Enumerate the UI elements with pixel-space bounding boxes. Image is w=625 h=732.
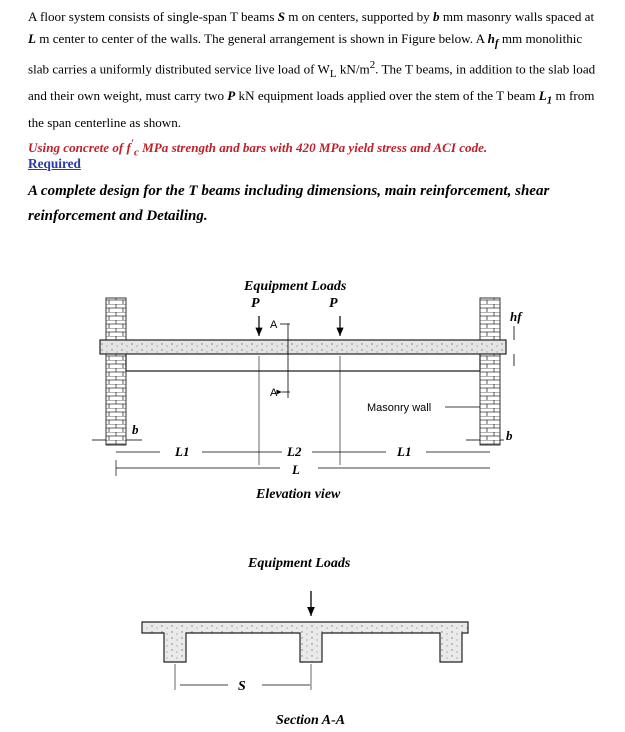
t-beam (100, 340, 506, 354)
l1-left-label: L1 (175, 444, 190, 459)
section-mark-top: A (270, 319, 278, 331)
masonry-wall-label: Masonry wall (367, 402, 432, 414)
load-p-right: P (329, 296, 338, 311)
l1-right-label: L1 (397, 444, 412, 459)
b-right-label: b (506, 428, 513, 443)
spacing-s-label: S (238, 679, 246, 694)
masonry-wall-right (480, 298, 500, 445)
task-statement: A complete design for the T beams including dimensions, main reinforcement, shear reinforcement and Detailing. (28, 183, 550, 224)
masonry-wall-left (106, 298, 126, 445)
equipment-loads-title: Equipment Loads (244, 279, 347, 294)
l2-label: L2 (287, 444, 302, 459)
required-heading: Required (28, 156, 81, 171)
section-equipment-loads-title: Equipment Loads (248, 556, 351, 571)
t-beam-section (142, 622, 468, 662)
hf-label: hf (510, 309, 522, 324)
elevation-caption: Elevation view (256, 487, 341, 502)
l-label: L (292, 462, 300, 477)
b-left-label: b (132, 422, 139, 437)
section-caption: Section A-A (276, 713, 346, 728)
load-p-left: P (251, 296, 260, 311)
problem-statement: A floor system consists of single-span T beams S m on centers, supported by b mm masonry walls spaced at L m center to center of the walls. The general arrangement is shown in Figure below. A $h_f$ mm monolithic slab carries a uniformly distributed service live load of $W_L$ $kN/m^2$. The T beams, in addition to the slab load and their own weight, must carry two P kN equipment loads applied over the stem of the T beam $L_1$ m from the span centerline as shown. Using concrete of $f'_c$ MPa strength and bars with 420 MPa yield stress and ACI code. (28, 9, 596, 159)
section-diagram (0, 548, 625, 732)
concrete-spec: Using concrete of $f'_c$ MPa strength and bars with 420 MPa yield stress and ACI code. (28, 137, 488, 159)
section-mark-bottom: A (270, 387, 278, 399)
elevation-diagram (0, 265, 625, 510)
